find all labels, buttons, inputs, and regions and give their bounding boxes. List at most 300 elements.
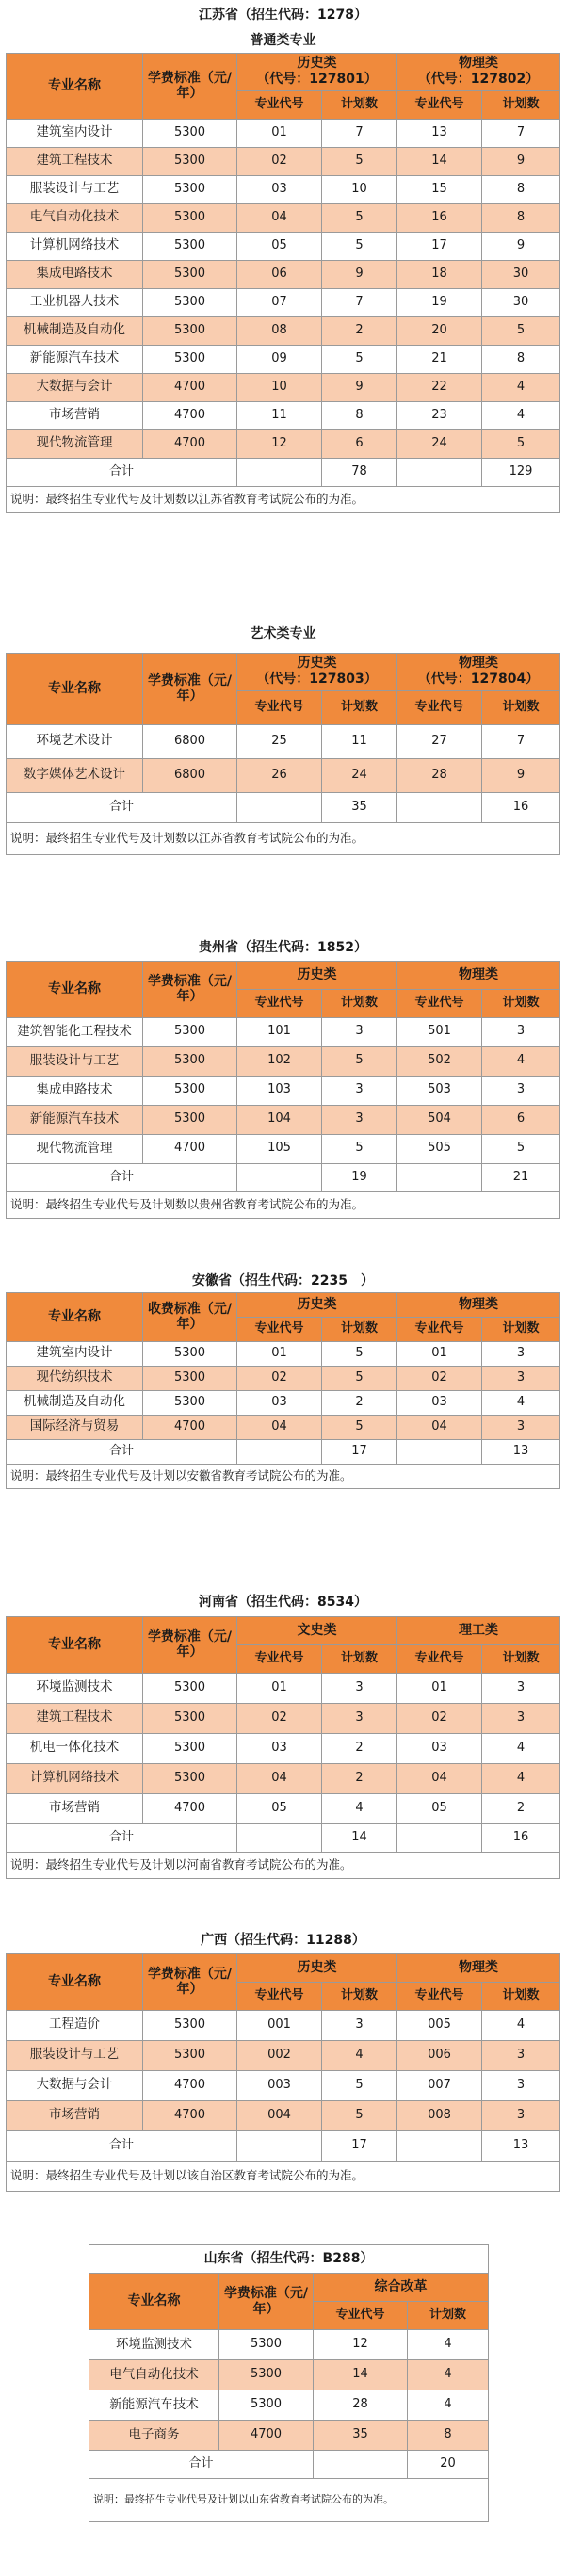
table-row bbox=[7, 2010, 560, 2040]
major-name: 计算机网络技术 bbox=[7, 232, 143, 260]
history-plan: 24 bbox=[322, 758, 397, 792]
header-major-name: 专业名称 bbox=[7, 1292, 143, 1341]
table-row bbox=[89, 2360, 489, 2390]
header-major-name: 专业名称 bbox=[7, 1616, 143, 1673]
history-code: 04 bbox=[237, 203, 322, 232]
table-row bbox=[89, 2421, 489, 2451]
history-code: 04 bbox=[237, 1763, 322, 1793]
major-code: 12 bbox=[314, 2330, 408, 2360]
history-code: 11 bbox=[237, 401, 322, 429]
table-row bbox=[7, 2100, 560, 2130]
tuition-fee: 5300 bbox=[143, 1076, 237, 1105]
tuition-fee: 5300 bbox=[143, 203, 237, 232]
table-row bbox=[7, 1105, 560, 1134]
major-name: 大数据与会计 bbox=[7, 2070, 143, 2100]
header-plan: 计划数 bbox=[322, 90, 397, 119]
physics-code: 04 bbox=[397, 1415, 482, 1439]
table-row bbox=[89, 2390, 489, 2421]
physics-plan: 8 bbox=[482, 345, 560, 373]
history-code: 03 bbox=[237, 175, 322, 203]
header-code: 专业代号 bbox=[237, 1982, 322, 2010]
tuition-fee: 5300 bbox=[143, 1763, 237, 1793]
header-code: 专业代号 bbox=[397, 1982, 482, 2010]
header-group-science: 理工类 bbox=[397, 1616, 560, 1644]
physics-plan: 3 bbox=[482, 2070, 560, 2100]
header-code: 专业代号 bbox=[314, 2302, 408, 2330]
plan-count: 4 bbox=[408, 2330, 489, 2360]
history-code: 105 bbox=[237, 1134, 322, 1163]
history-code: 104 bbox=[237, 1105, 322, 1134]
header-fee: 学费标准（元/年） bbox=[143, 961, 237, 1017]
table-row bbox=[7, 1415, 560, 1439]
total-label: 合计 bbox=[7, 458, 237, 486]
physics-code: 02 bbox=[397, 1366, 482, 1390]
physics-plan: 8 bbox=[482, 203, 560, 232]
table-row bbox=[7, 758, 560, 792]
major-name: 建筑工程技术 bbox=[7, 1703, 143, 1733]
history-code: 07 bbox=[237, 288, 322, 316]
plan-count: 8 bbox=[408, 2421, 489, 2451]
physics-plan: 3 bbox=[482, 1703, 560, 1733]
tuition-fee: 5300 bbox=[143, 288, 237, 316]
major-name: 环境监测技术 bbox=[89, 2330, 219, 2360]
major-name: 环境艺术设计 bbox=[7, 724, 143, 758]
header-plan: 计划数 bbox=[322, 1317, 397, 1341]
province-title: 江苏省（招生代码：1278） bbox=[7, 2, 560, 28]
total-physics: 16 bbox=[482, 1823, 560, 1852]
physics-plan: 5 bbox=[482, 316, 560, 345]
total-history: 35 bbox=[322, 792, 397, 822]
physics-plan: 5 bbox=[482, 1134, 560, 1163]
tuition-fee: 5300 bbox=[143, 232, 237, 260]
table-row bbox=[7, 260, 560, 288]
header-code: 专业代号 bbox=[397, 690, 482, 724]
history-code: 103 bbox=[237, 1076, 322, 1105]
major-name: 集成电路技术 bbox=[7, 260, 143, 288]
physics-plan: 6 bbox=[482, 1105, 560, 1134]
table-jiangsu-art bbox=[6, 615, 559, 855]
major-name: 计算机网络技术 bbox=[7, 1763, 143, 1793]
physics-code: 16 bbox=[397, 203, 482, 232]
history-plan: 5 bbox=[322, 203, 397, 232]
history-code: 05 bbox=[237, 1793, 322, 1823]
table-guangxi bbox=[6, 1927, 559, 2192]
history-code: 02 bbox=[237, 147, 322, 175]
physics-code: 01 bbox=[397, 1673, 482, 1703]
header-fee: 学费标准（元/年） bbox=[143, 53, 237, 119]
physics-code: 504 bbox=[397, 1105, 482, 1134]
table-note: 说明：最终招生专业代号及计划以山东省教育考试院公布的为准。 bbox=[89, 2479, 489, 2522]
physics-code: 15 bbox=[397, 175, 482, 203]
total-comprehensive: 20 bbox=[408, 2451, 489, 2479]
table-row bbox=[7, 724, 560, 758]
table-row bbox=[7, 401, 560, 429]
total-physics: 13 bbox=[482, 2130, 560, 2161]
physics-code: 005 bbox=[397, 2010, 482, 2040]
tuition-fee: 5300 bbox=[219, 2390, 314, 2421]
physics-plan: 3 bbox=[482, 1076, 560, 1105]
province-title: 安徽省（招生代码：2235 ） bbox=[7, 1270, 560, 1292]
major-name: 集成电路技术 bbox=[7, 1076, 143, 1105]
physics-code: 24 bbox=[397, 429, 482, 458]
header-code: 专业代号 bbox=[237, 690, 322, 724]
physics-plan: 9 bbox=[482, 758, 560, 792]
physics-code: 503 bbox=[397, 1076, 482, 1105]
history-code: 12 bbox=[237, 429, 322, 458]
history-code: 003 bbox=[237, 2070, 322, 2100]
physics-plan: 30 bbox=[482, 260, 560, 288]
physics-code: 505 bbox=[397, 1134, 482, 1163]
major-name: 市场营销 bbox=[7, 401, 143, 429]
tuition-fee: 4700 bbox=[143, 1415, 237, 1439]
physics-plan: 4 bbox=[482, 1763, 560, 1793]
major-name: 服装设计与工艺 bbox=[7, 1046, 143, 1076]
tuition-fee: 5300 bbox=[219, 2330, 314, 2360]
province-title: 贵州省（招生代码：1852） bbox=[7, 934, 560, 961]
total-label: 合计 bbox=[7, 1823, 237, 1852]
table-row bbox=[7, 119, 560, 147]
table-row bbox=[7, 1703, 560, 1733]
physics-code: 007 bbox=[397, 2070, 482, 2100]
tuition-fee: 4700 bbox=[143, 2070, 237, 2100]
table-note: 说明：最终招生专业代号及计划以安徽省教育考试院公布的为准。 bbox=[7, 1464, 560, 1488]
total-physics: 129 bbox=[482, 458, 560, 486]
table-row bbox=[7, 1076, 560, 1105]
history-code: 06 bbox=[237, 260, 322, 288]
header-fee: 学费标准（元/年） bbox=[143, 1953, 237, 2010]
table-row bbox=[7, 1134, 560, 1163]
major-name: 大数据与会计 bbox=[7, 373, 143, 401]
physics-code: 01 bbox=[397, 1341, 482, 1366]
table-row bbox=[7, 232, 560, 260]
total-physics: 21 bbox=[482, 1163, 560, 1191]
history-plan: 3 bbox=[322, 1673, 397, 1703]
history-plan: 2 bbox=[322, 1763, 397, 1793]
header-plan: 计划数 bbox=[322, 989, 397, 1017]
physics-plan: 4 bbox=[482, 1733, 560, 1763]
tuition-fee: 5300 bbox=[143, 316, 237, 345]
history-plan: 3 bbox=[322, 1105, 397, 1134]
table-row bbox=[7, 1793, 560, 1823]
history-code: 09 bbox=[237, 345, 322, 373]
header-code: 专业代号 bbox=[237, 1644, 322, 1673]
total-label: 合计 bbox=[7, 2130, 237, 2161]
total-label: 合计 bbox=[7, 1163, 237, 1191]
history-plan: 5 bbox=[322, 1134, 397, 1163]
physics-code: 05 bbox=[397, 1793, 482, 1823]
tuition-fee: 5300 bbox=[143, 1366, 237, 1390]
table-row bbox=[7, 1017, 560, 1046]
history-plan: 5 bbox=[322, 1341, 397, 1366]
table-row bbox=[7, 1763, 560, 1793]
history-plan: 4 bbox=[322, 2040, 397, 2070]
history-code: 01 bbox=[237, 1673, 322, 1703]
table-row bbox=[7, 175, 560, 203]
history-code: 002 bbox=[237, 2040, 322, 2070]
history-code: 02 bbox=[237, 1703, 322, 1733]
table-row bbox=[7, 345, 560, 373]
table-row bbox=[7, 316, 560, 345]
history-code: 08 bbox=[237, 316, 322, 345]
history-plan: 2 bbox=[322, 316, 397, 345]
header-group-liberal: 文史类 bbox=[237, 1616, 397, 1644]
plan-count: 4 bbox=[408, 2390, 489, 2421]
tuition-fee: 4700 bbox=[143, 429, 237, 458]
history-code: 101 bbox=[237, 1017, 322, 1046]
header-plan: 计划数 bbox=[322, 1982, 397, 2010]
major-code: 14 bbox=[314, 2360, 408, 2390]
tuition-fee: 5300 bbox=[143, 260, 237, 288]
tuition-fee: 5300 bbox=[143, 1673, 237, 1703]
header-plan: 计划数 bbox=[482, 90, 560, 119]
table-row bbox=[7, 1366, 560, 1390]
section-subtitle: 普通类专业 bbox=[7, 28, 560, 53]
history-code: 001 bbox=[237, 2010, 322, 2040]
header-plan: 计划数 bbox=[482, 1644, 560, 1673]
history-plan: 9 bbox=[322, 373, 397, 401]
history-plan: 10 bbox=[322, 175, 397, 203]
table-row bbox=[7, 2070, 560, 2100]
major-name: 新能源汽车技术 bbox=[7, 1105, 143, 1134]
table-row bbox=[7, 1046, 560, 1076]
history-code: 004 bbox=[237, 2100, 322, 2130]
physics-code: 22 bbox=[397, 373, 482, 401]
table-row bbox=[7, 1673, 560, 1703]
history-plan: 5 bbox=[322, 1415, 397, 1439]
header-code: 专业代号 bbox=[237, 989, 322, 1017]
major-name: 新能源汽车技术 bbox=[7, 345, 143, 373]
physics-plan: 7 bbox=[482, 724, 560, 758]
physics-plan: 5 bbox=[482, 429, 560, 458]
tuition-fee: 5300 bbox=[143, 119, 237, 147]
header-code: 专业代号 bbox=[397, 1317, 482, 1341]
tuition-fee: 5300 bbox=[143, 1046, 237, 1076]
table-row bbox=[7, 288, 560, 316]
history-code: 02 bbox=[237, 1366, 322, 1390]
major-name: 服装设计与工艺 bbox=[7, 2040, 143, 2070]
physics-code: 28 bbox=[397, 758, 482, 792]
header-major-name: 专业名称 bbox=[7, 653, 143, 724]
total-physics: 13 bbox=[482, 1439, 560, 1464]
header-fee: 收费标准（元/年） bbox=[143, 1292, 237, 1341]
major-name: 现代物流管理 bbox=[7, 429, 143, 458]
total-physics: 16 bbox=[482, 792, 560, 822]
history-plan: 3 bbox=[322, 2010, 397, 2040]
header-group-history: 历史类 bbox=[237, 961, 397, 989]
header-group-physics: 物理类 bbox=[397, 961, 560, 989]
history-plan: 5 bbox=[322, 232, 397, 260]
tuition-fee: 5300 bbox=[143, 147, 237, 175]
header-major-name: 专业名称 bbox=[89, 2274, 219, 2330]
physics-code: 14 bbox=[397, 147, 482, 175]
tuition-fee: 4700 bbox=[143, 2100, 237, 2130]
physics-code: 006 bbox=[397, 2040, 482, 2070]
physics-plan: 4 bbox=[482, 401, 560, 429]
major-name: 环境监测技术 bbox=[7, 1673, 143, 1703]
tuition-fee: 6800 bbox=[143, 724, 237, 758]
major-name: 建筑智能化工程技术 bbox=[7, 1017, 143, 1046]
history-plan: 5 bbox=[322, 345, 397, 373]
physics-code: 03 bbox=[397, 1390, 482, 1415]
tuition-fee: 5300 bbox=[143, 1105, 237, 1134]
history-plan: 3 bbox=[322, 1017, 397, 1046]
physics-plan: 4 bbox=[482, 1046, 560, 1076]
major-name: 建筑室内设计 bbox=[7, 119, 143, 147]
physics-code: 02 bbox=[397, 1703, 482, 1733]
tuition-fee: 5300 bbox=[143, 1390, 237, 1415]
header-group-history: 历史类 bbox=[237, 1953, 397, 1982]
physics-plan: 9 bbox=[482, 232, 560, 260]
history-code: 26 bbox=[237, 758, 322, 792]
history-plan: 6 bbox=[322, 429, 397, 458]
history-code: 04 bbox=[237, 1415, 322, 1439]
physics-code: 21 bbox=[397, 345, 482, 373]
header-group-physics: 物理类 （代号：127802） bbox=[397, 53, 560, 90]
major-name: 现代纺织技术 bbox=[7, 1366, 143, 1390]
plan-count: 4 bbox=[408, 2360, 489, 2390]
physics-plan: 4 bbox=[482, 1390, 560, 1415]
province-title: 河南省（招生代码：8534） bbox=[7, 1588, 560, 1616]
history-plan: 2 bbox=[322, 1390, 397, 1415]
physics-plan: 4 bbox=[482, 2010, 560, 2040]
header-plan: 计划数 bbox=[322, 1644, 397, 1673]
physics-code: 19 bbox=[397, 288, 482, 316]
tuition-fee: 4700 bbox=[143, 1793, 237, 1823]
table-row bbox=[7, 203, 560, 232]
table-guizhou bbox=[6, 934, 559, 1219]
table-row bbox=[7, 147, 560, 175]
header-major-name: 专业名称 bbox=[7, 961, 143, 1017]
major-name: 现代物流管理 bbox=[7, 1134, 143, 1163]
history-plan: 2 bbox=[322, 1733, 397, 1763]
header-code: 专业代号 bbox=[237, 1317, 322, 1341]
total-history: 19 bbox=[322, 1163, 397, 1191]
header-fee: 学费标准（元/年） bbox=[143, 653, 237, 724]
header-group-physics: 物理类 bbox=[397, 1292, 560, 1317]
history-code: 25 bbox=[237, 724, 322, 758]
physics-code: 502 bbox=[397, 1046, 482, 1076]
tuition-fee: 4700 bbox=[143, 373, 237, 401]
total-history: 14 bbox=[322, 1823, 397, 1852]
major-name: 电气自动化技术 bbox=[89, 2360, 219, 2390]
physics-plan: 8 bbox=[482, 175, 560, 203]
history-plan: 4 bbox=[322, 1793, 397, 1823]
physics-plan: 3 bbox=[482, 2040, 560, 2070]
history-plan: 5 bbox=[322, 1046, 397, 1076]
header-group-history: 历史类 （代号：127803） bbox=[237, 653, 397, 690]
header-major-name: 专业名称 bbox=[7, 53, 143, 119]
physics-plan: 7 bbox=[482, 119, 560, 147]
header-plan: 计划数 bbox=[482, 690, 560, 724]
history-plan: 3 bbox=[322, 1076, 397, 1105]
history-code: 05 bbox=[237, 232, 322, 260]
physics-code: 03 bbox=[397, 1733, 482, 1763]
physics-plan: 30 bbox=[482, 288, 560, 316]
total-history: 17 bbox=[322, 2130, 397, 2161]
history-plan: 5 bbox=[322, 147, 397, 175]
major-name: 建筑工程技术 bbox=[7, 147, 143, 175]
tuition-fee: 4700 bbox=[143, 1134, 237, 1163]
table-note: 说明：最终招生专业代号及计划以河南省教育考试院公布的为准。 bbox=[7, 1852, 560, 1878]
history-code: 102 bbox=[237, 1046, 322, 1076]
major-name: 国际经济与贸易 bbox=[7, 1415, 143, 1439]
physics-plan: 3 bbox=[482, 1415, 560, 1439]
history-plan: 7 bbox=[322, 119, 397, 147]
physics-code: 20 bbox=[397, 316, 482, 345]
total-history: 17 bbox=[322, 1439, 397, 1464]
major-code: 35 bbox=[314, 2421, 408, 2451]
tuition-fee: 5300 bbox=[143, 1017, 237, 1046]
total-label: 合计 bbox=[7, 792, 237, 822]
tuition-fee: 5300 bbox=[143, 1733, 237, 1763]
history-plan: 11 bbox=[322, 724, 397, 758]
province-title: 广西（招生代码：11288） bbox=[7, 1927, 560, 1953]
history-code: 01 bbox=[237, 1341, 322, 1366]
major-name: 数字媒体艺术设计 bbox=[7, 758, 143, 792]
physics-plan: 2 bbox=[482, 1793, 560, 1823]
physics-code: 18 bbox=[397, 260, 482, 288]
history-code: 01 bbox=[237, 119, 322, 147]
table-henan bbox=[6, 1588, 559, 1879]
major-name: 工业机器人技术 bbox=[7, 288, 143, 316]
physics-code: 04 bbox=[397, 1763, 482, 1793]
history-plan: 5 bbox=[322, 2070, 397, 2100]
header-code: 专业代号 bbox=[397, 1644, 482, 1673]
history-plan: 8 bbox=[322, 401, 397, 429]
major-name: 服装设计与工艺 bbox=[7, 175, 143, 203]
header-group-history: 历史类 （代号：127801） bbox=[237, 53, 397, 90]
header-plan: 计划数 bbox=[482, 1317, 560, 1341]
header-plan: 计划数 bbox=[322, 690, 397, 724]
total-label: 合计 bbox=[89, 2451, 314, 2479]
header-major-name: 专业名称 bbox=[7, 1953, 143, 2010]
history-plan: 5 bbox=[322, 2100, 397, 2130]
physics-plan: 3 bbox=[482, 1366, 560, 1390]
header-group-physics: 物理类 bbox=[397, 1953, 560, 1982]
section-subtitle: 艺术类专业 bbox=[7, 615, 560, 653]
physics-plan: 3 bbox=[482, 1673, 560, 1703]
major-name: 电气自动化技术 bbox=[7, 203, 143, 232]
table-jiangsu-general bbox=[6, 2, 559, 513]
tuition-fee: 5300 bbox=[143, 1341, 237, 1366]
history-plan: 7 bbox=[322, 288, 397, 316]
physics-code: 501 bbox=[397, 1017, 482, 1046]
header-group-comprehensive: 综合改革 bbox=[314, 2274, 489, 2302]
table-note: 说明：最终招生专业代号及计划数以江苏省教育考试院公布的为准。 bbox=[7, 822, 560, 854]
table-anhui bbox=[6, 1270, 559, 1489]
table-row bbox=[7, 2040, 560, 2070]
table-row bbox=[7, 1341, 560, 1366]
history-code: 03 bbox=[237, 1733, 322, 1763]
header-plan: 计划数 bbox=[482, 989, 560, 1017]
header-code: 专业代号 bbox=[237, 90, 322, 119]
header-group-physics: 物理类 （代号：127804） bbox=[397, 653, 560, 690]
province-title: 山东省（招生代码：B288） bbox=[89, 2245, 489, 2274]
tuition-fee: 4700 bbox=[143, 401, 237, 429]
header-plan: 计划数 bbox=[482, 1982, 560, 2010]
major-name: 工程造价 bbox=[7, 2010, 143, 2040]
major-name: 市场营销 bbox=[7, 1793, 143, 1823]
physics-code: 27 bbox=[397, 724, 482, 758]
major-name: 机械制造及自动化 bbox=[7, 316, 143, 345]
table-note: 说明：最终招生专业代号及计划数以贵州省教育考试院公布的为准。 bbox=[7, 1191, 560, 1218]
table-row bbox=[89, 2330, 489, 2360]
total-history: 78 bbox=[322, 458, 397, 486]
table-note: 说明：最终招生专业代号及计划数以江苏省教育考试院公布的为准。 bbox=[7, 486, 560, 512]
physics-code: 008 bbox=[397, 2100, 482, 2130]
table-note: 说明：最终招生专业代号及计划以该自治区教育考试院公布的为准。 bbox=[7, 2161, 560, 2191]
major-name: 机电一体化技术 bbox=[7, 1733, 143, 1763]
